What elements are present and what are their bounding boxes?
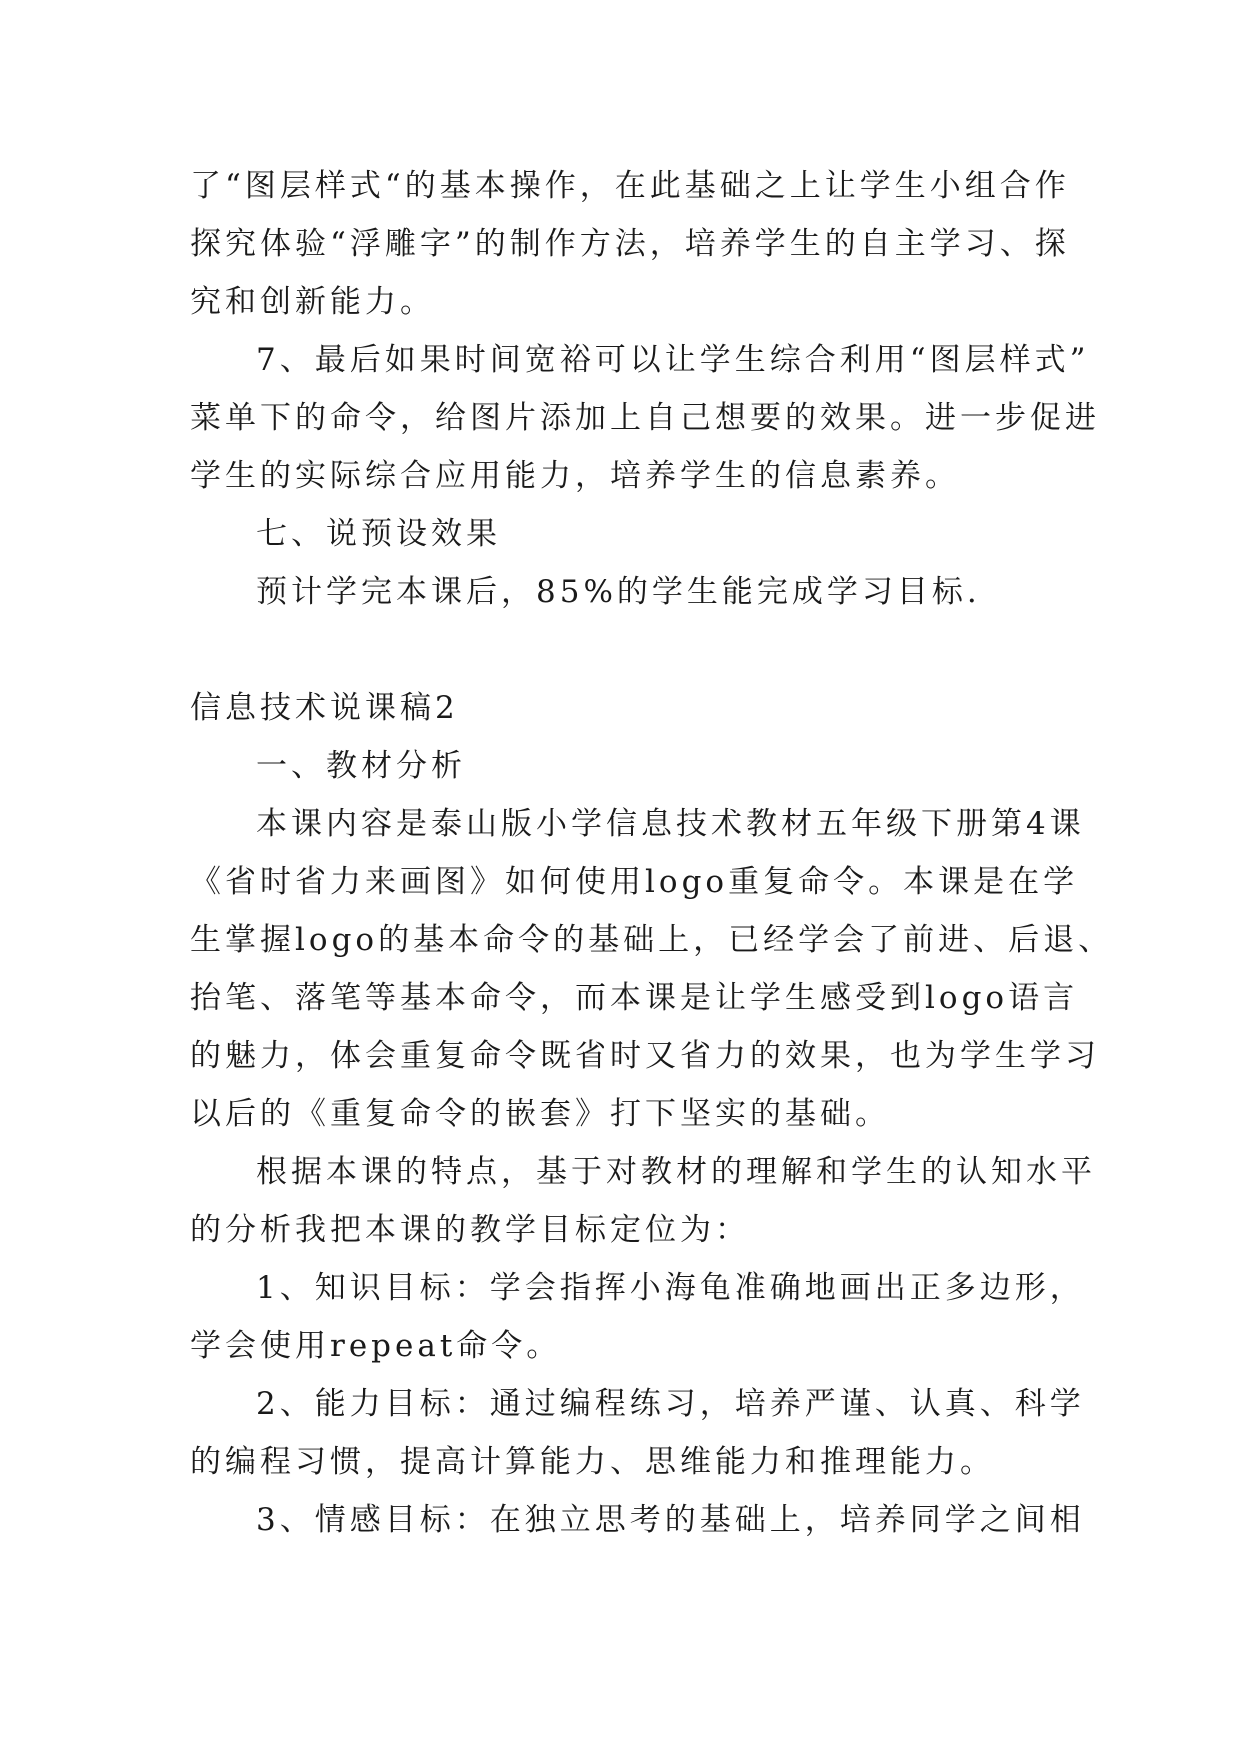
text-line: 究和创新能力。 xyxy=(190,284,435,320)
text-line: 《省时省力来画图》如何使用logo重复命令。本课是在学 xyxy=(190,864,1079,900)
text-line: 的编程习惯，提高计算能力、思维能力和推理能力。 xyxy=(190,1444,995,1480)
text-line: 1、知识目标：学会指挥小海龟准确地画出正多边形， xyxy=(256,1270,1085,1306)
text-line: 学生的实际综合应用能力，培养学生的信息素养。 xyxy=(190,458,960,494)
section-heading: 七、说预设效果 xyxy=(256,516,501,552)
section-heading: 一、教材分析 xyxy=(256,748,466,784)
text-line: 2、能力目标：通过编程练习，培养严谨、认真、科学 xyxy=(256,1386,1085,1422)
text-line: 以后的《重复命令的嵌套》打下坚实的基础。 xyxy=(190,1096,890,1132)
text-line: 抬笔、落笔等基本命令，而本课是让学生感受到logo语言 xyxy=(190,980,1079,1016)
text-line: 学会使用repeat命令。 xyxy=(190,1328,562,1364)
text-line: 菜单下的命令，给图片添加上自己想要的效果。进一步促进 xyxy=(190,400,1100,436)
text-line: 生掌握logo的基本命令的基础上，已经学会了前进、后退、 xyxy=(190,922,1114,958)
document-title: 信息技术说课稿2 xyxy=(190,690,459,726)
text-line: 本课内容是泰山版小学信息技术教材五年级下册第4课 xyxy=(256,806,1085,842)
text-line: 7、最后如果时间宽裕可以让学生综合利用“图层样式” xyxy=(256,342,1090,378)
text-line: 3、情感目标：在独立思考的基础上，培养同学之间相 xyxy=(256,1502,1085,1538)
text-line: 根据本课的特点，基于对教材的理解和学生的认知水平 xyxy=(256,1154,1096,1190)
text-line: 预计学完本课后，85%的学生能完成学习目标. xyxy=(256,574,981,610)
text-line: 的分析我把本课的教学目标定位为： xyxy=(190,1212,750,1248)
text-line: 探究体验“浮雕字”的制作方法，培养学生的自主学习、探 xyxy=(190,226,1070,262)
text-line: 的魅力，体会重复命令既省时又省力的效果，也为学生学习 xyxy=(190,1038,1100,1074)
text-line: 了“图层样式“的基本操作，在此基础之上让学生小组合作 xyxy=(190,168,1070,204)
